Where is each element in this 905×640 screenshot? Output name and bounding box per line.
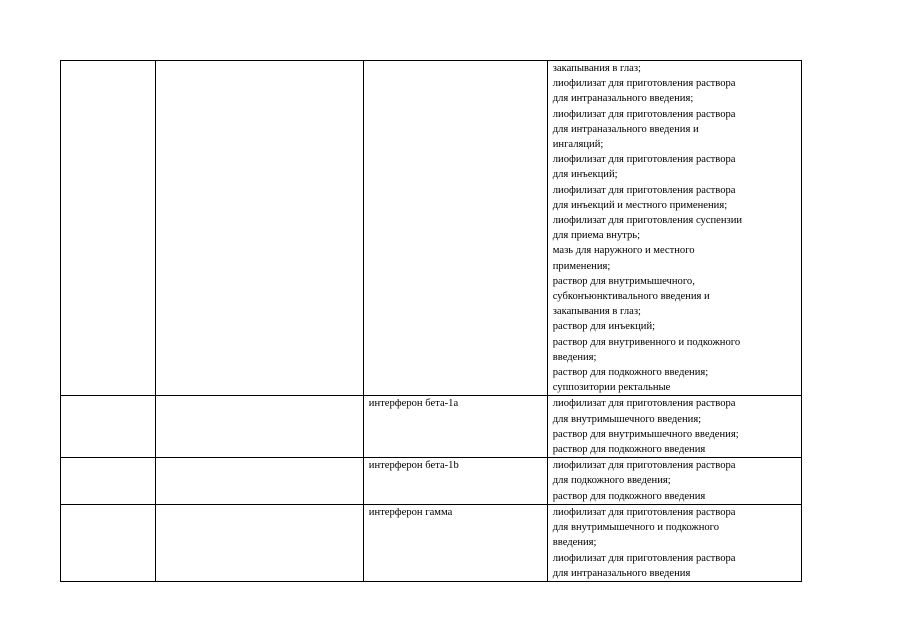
- dosage-form-line: лиофилизат для приготовления раствора: [552, 460, 736, 472]
- dosage-form-line: раствор для внутримышечного введения;: [552, 428, 739, 440]
- dosage-form-line: раствор для инъекций;: [552, 321, 656, 333]
- dosage-form-line: раствор для внутривенного и подкожного: [552, 336, 741, 348]
- group-cell: [156, 396, 364, 458]
- table-row: [61, 458, 802, 505]
- dosage-form-line: лиофилизат для приготовления раствора: [552, 398, 736, 410]
- table-row: [61, 61, 802, 396]
- code-cell: [61, 504, 156, 581]
- dosage-form-line: лиофилизат для приготовления раствора: [552, 552, 736, 564]
- table-body: [61, 61, 802, 582]
- dosage-form-line: для внутримышечного и подкожного: [552, 522, 720, 534]
- group-cell: [156, 61, 364, 396]
- dosage-form-line: лиофилизат для приготовления раствора: [552, 78, 736, 90]
- drug-name-cell: [363, 61, 547, 396]
- dosage-form-line: применения;: [552, 260, 611, 272]
- dosage-forms-cell: [547, 504, 801, 581]
- dosage-form-line: введения;: [552, 537, 597, 549]
- dosage-form-line: суппозитории ректальные: [552, 382, 671, 394]
- code-cell: [61, 61, 156, 396]
- dosage-form-line: субконъюнктивального введения и: [552, 291, 710, 303]
- table-row: [61, 396, 802, 458]
- drug-name-cell: интерферон бета-1b: [363, 458, 547, 505]
- dosage-form-line: лиофилизат для приготовления суспензии: [552, 215, 743, 227]
- table-row: [61, 504, 802, 581]
- dosage-form-line: для инъекций;: [552, 169, 618, 181]
- dosage-form-line: раствор для внутримышечного,: [552, 275, 695, 287]
- dosage-form-line: для интраназального введения;: [552, 93, 694, 105]
- dosage-form-line: для интраназального введения: [552, 567, 691, 579]
- dosage-form-line: для подкожного введения;: [552, 475, 671, 487]
- drug-name-cell: интерферон гамма: [363, 504, 547, 581]
- dosage-form-line: мазь для наружного и местного: [552, 245, 695, 257]
- dosage-form-line: лиофилизат для приготовления раствора: [552, 108, 736, 120]
- dosage-form-line: закапывания в глаз;: [552, 306, 641, 318]
- dosage-forms-cell: [547, 458, 801, 505]
- group-cell: [156, 504, 364, 581]
- dosage-form-line: раствор для подкожного введения: [552, 444, 706, 456]
- drug-name-cell: интерферон бета-1a: [363, 396, 547, 458]
- dosage-form-line: для интраназального введения и: [552, 123, 699, 135]
- dosage-forms-cell: [547, 396, 801, 458]
- group-cell: [156, 458, 364, 505]
- dosage-form-line: для приема внутрь;: [552, 230, 641, 242]
- dosage-form-line: для инъекций и местного применения;: [552, 199, 728, 211]
- medicines-table: [60, 60, 802, 582]
- dosage-form-line: раствор для подкожного введения: [552, 490, 706, 502]
- dosage-form-line: раствор для подкожного введения;: [552, 367, 709, 379]
- code-cell: [61, 458, 156, 505]
- code-cell: [61, 396, 156, 458]
- dosage-form-line: для внутримышечного введения;: [552, 413, 702, 425]
- dosage-form-line: введения;: [552, 351, 597, 363]
- dosage-form-line: лиофилизат для приготовления раствора: [552, 154, 736, 166]
- dosage-forms-cell: [547, 61, 801, 396]
- dosage-form-line: лиофилизат для приготовления раствора: [552, 506, 736, 518]
- dosage-form-line: лиофилизат для приготовления раствора: [552, 184, 736, 196]
- dosage-form-line: закапывания в глаз;: [552, 63, 641, 74]
- dosage-form-line: ингаляций;: [552, 139, 604, 151]
